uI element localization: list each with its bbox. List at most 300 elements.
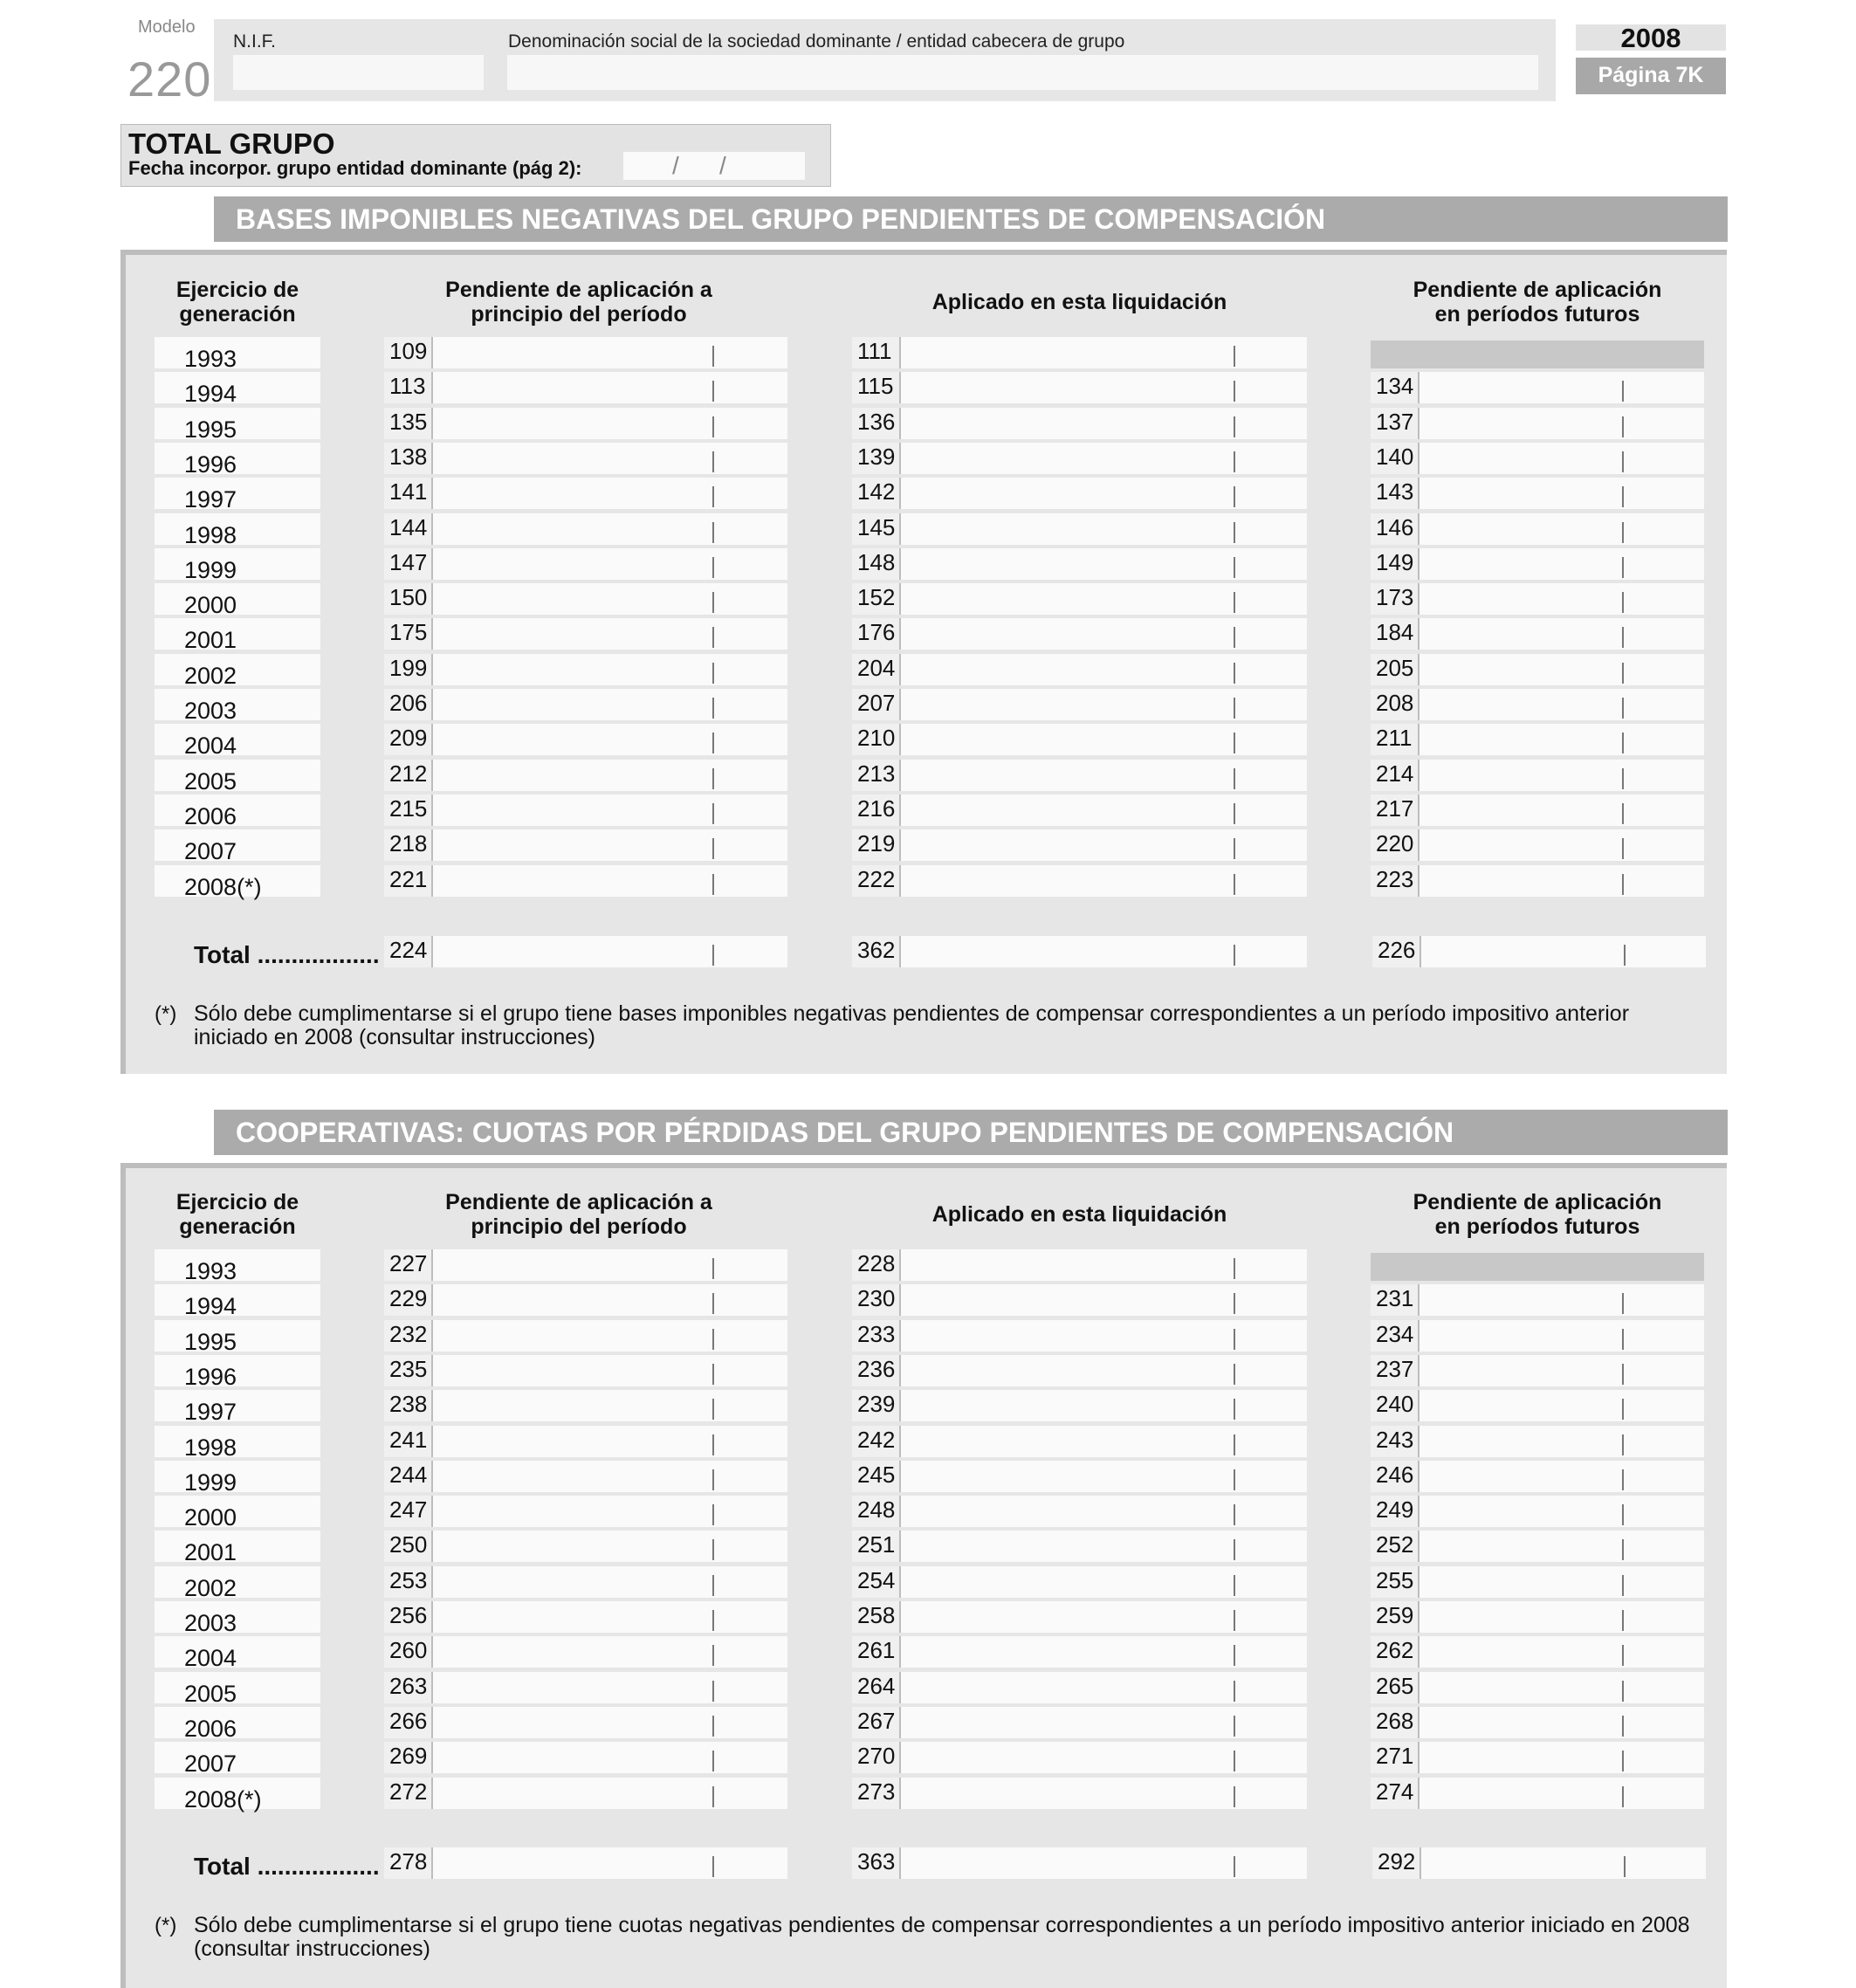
field-code: 218 [384, 829, 433, 861]
amount-field[interactable] [384, 1355, 787, 1388]
field-code: 226 [1372, 936, 1421, 967]
date-separator: / [672, 152, 679, 179]
amount-field[interactable] [1371, 865, 1704, 898]
field-code: 227 [384, 1249, 433, 1281]
field-code: 207 [852, 689, 901, 720]
amount-field[interactable] [852, 1496, 1307, 1529]
decimal-separator-mark [712, 1504, 714, 1525]
amount-field[interactable] [1371, 372, 1704, 405]
year-cell: 1993 [155, 337, 320, 370]
amount-field[interactable] [852, 1531, 1307, 1564]
amount-field[interactable] [1371, 443, 1704, 476]
decimal-separator-mark [712, 1469, 714, 1490]
decimal-separator-mark [712, 663, 714, 684]
amount-field[interactable] [1371, 1601, 1704, 1634]
decimal-separator-mark [712, 557, 714, 578]
col-header-line: generación [179, 1214, 296, 1239]
note-text: Sólo debe cumplimentarse si el grupo tiene bases imponibles negativas pendientes de compensar correspondientes a un período impositivo anterior iniciado en 2008 (consultar instrucciones) [194, 1001, 1630, 1049]
decimal-separator-mark [1622, 1645, 1624, 1666]
amount-field[interactable] [852, 1284, 1307, 1317]
field-code: 266 [384, 1707, 433, 1738]
amount-field[interactable] [852, 760, 1307, 793]
year-cell: 2002 [155, 1566, 320, 1599]
field-code: 261 [852, 1636, 901, 1668]
amount-field[interactable] [852, 443, 1307, 476]
col-header-line: Pendiente de aplicación a [445, 278, 712, 302]
year-cell: 1999 [155, 1461, 320, 1494]
amount-field[interactable] [384, 795, 787, 828]
decimal-separator-mark [1622, 1399, 1624, 1420]
field-code: 278 [384, 1847, 433, 1879]
amount-field[interactable] [1371, 1496, 1704, 1529]
amount-field[interactable] [384, 865, 787, 898]
amount-field[interactable] [1371, 1531, 1704, 1564]
decimal-separator-mark [1622, 1610, 1624, 1631]
total-amount-field[interactable] [1372, 936, 1706, 969]
field-code: 148 [852, 548, 901, 580]
field-code: 249 [1371, 1496, 1419, 1527]
year-cell: 2006 [155, 1707, 320, 1740]
year-cell: 1997 [155, 478, 320, 511]
decimal-separator-mark [1234, 346, 1235, 367]
decimal-separator-mark [1622, 874, 1624, 895]
field-code: 176 [852, 618, 901, 650]
amount-field[interactable] [1371, 795, 1704, 828]
decimal-separator-mark [1622, 381, 1624, 402]
amount-field[interactable] [384, 583, 787, 616]
decimal-separator-mark [1234, 1610, 1235, 1631]
decimal-separator-mark [1234, 627, 1235, 648]
field-code: 231 [1371, 1284, 1419, 1316]
total-amount-field[interactable] [384, 1847, 787, 1881]
field-code: 205 [1371, 654, 1419, 685]
amount-field[interactable] [852, 1249, 1307, 1283]
total-amount-field[interactable] [1372, 1847, 1706, 1881]
decimal-separator-mark [712, 874, 714, 895]
decimal-separator-mark [1234, 486, 1235, 507]
amount-field[interactable] [384, 548, 787, 581]
decimal-separator-mark [712, 1539, 714, 1560]
field-code: 216 [852, 795, 901, 826]
field-code: 145 [852, 513, 901, 545]
amount-field[interactable] [852, 689, 1307, 722]
decimal-separator-mark [1624, 1856, 1626, 1877]
amount-field[interactable] [1371, 583, 1704, 616]
amount-field[interactable] [384, 1249, 787, 1283]
decimal-separator-mark [1622, 1469, 1624, 1490]
decimal-separator-mark [712, 1786, 714, 1807]
amount-field[interactable] [852, 1672, 1307, 1705]
decimal-separator-mark [1622, 522, 1624, 543]
year-cell: 2006 [155, 795, 320, 828]
field-code: 270 [852, 1742, 901, 1773]
decimal-separator-mark [1234, 1575, 1235, 1596]
page-label: Página 7K [1598, 63, 1704, 87]
decimal-separator-mark [712, 1856, 714, 1877]
decimal-separator-mark [1622, 663, 1624, 684]
field-code: 274 [1371, 1778, 1419, 1809]
disabled-cell [1371, 341, 1704, 370]
field-code: 268 [1371, 1707, 1419, 1738]
decimal-separator-mark [712, 945, 714, 966]
amount-field[interactable] [1371, 654, 1704, 687]
decimal-separator-mark [1622, 557, 1624, 578]
amount-field[interactable] [384, 1601, 787, 1634]
col-header-line: principio del período [471, 1214, 687, 1239]
decimal-separator-mark [712, 1716, 714, 1737]
date-separator: / [719, 152, 726, 179]
field-code: 230 [852, 1284, 901, 1316]
amount-field[interactable] [1371, 689, 1704, 722]
decimal-separator-mark [712, 416, 714, 437]
field-code: 143 [1371, 478, 1419, 509]
decimal-separator-mark [1622, 627, 1624, 648]
amount-field[interactable] [384, 1320, 787, 1353]
field-code: 138 [384, 443, 433, 474]
decimal-separator-mark [1622, 1364, 1624, 1385]
decimal-separator-mark [712, 838, 714, 859]
amount-field[interactable] [384, 689, 787, 722]
decimal-separator-mark [1622, 803, 1624, 824]
decimal-separator-mark [712, 1293, 714, 1314]
amount-field[interactable] [852, 654, 1307, 687]
decimal-separator-mark [1234, 698, 1235, 719]
amount-field[interactable] [1371, 1672, 1704, 1705]
amount-field[interactable] [1371, 1778, 1704, 1811]
amount-field[interactable] [384, 1531, 787, 1564]
amount-field[interactable] [1371, 1426, 1704, 1459]
col-header-ejercicio [155, 1190, 320, 1239]
decimal-separator-mark [1622, 1786, 1624, 1807]
section-title: BASES IMPONIBLES NEGATIVAS DEL GRUPO PENDIENTES DE COMPENSACIÓN [236, 203, 1326, 235]
year-cell: 2004 [155, 724, 320, 757]
field-code: 220 [1371, 829, 1419, 861]
decimal-separator-mark [1234, 1469, 1235, 1490]
decimal-separator-mark [1234, 1434, 1235, 1455]
amount-field[interactable] [1371, 1390, 1704, 1423]
field-code: 234 [1371, 1320, 1419, 1352]
field-code: 239 [852, 1390, 901, 1421]
year-cell: 1997 [155, 1390, 320, 1423]
field-code: 137 [1371, 408, 1419, 439]
amount-field[interactable] [852, 1742, 1307, 1775]
amount-field[interactable] [852, 1601, 1307, 1634]
field-code: 139 [852, 443, 901, 474]
amount-field[interactable] [852, 795, 1307, 828]
year-cell: 1996 [155, 1355, 320, 1388]
year-cell: 2008(*) [155, 1778, 320, 1811]
fecha-incorporacion-label: Fecha incorpor. grupo entidad dominante (pág 2): [128, 157, 582, 179]
amount-field[interactable] [852, 513, 1307, 547]
amount-field[interactable] [384, 1390, 787, 1423]
amount-field[interactable] [852, 478, 1307, 511]
decimal-separator-mark [1234, 1504, 1235, 1525]
amount-field[interactable] [384, 513, 787, 547]
decimal-separator-mark [712, 1575, 714, 1596]
col-header-pendiente-principio [384, 278, 773, 327]
nif-label: N.I.F. [233, 31, 277, 52]
field-code: 238 [384, 1390, 433, 1421]
amount-field[interactable] [384, 1426, 787, 1459]
total-amount-field[interactable] [852, 1847, 1307, 1881]
field-code: 245 [852, 1461, 901, 1492]
decimal-separator-mark [1622, 1504, 1624, 1525]
field-code: 149 [1371, 548, 1419, 580]
col-header-line: Ejercicio de [175, 278, 299, 302]
field-code: 259 [1371, 1601, 1419, 1633]
field-code: 263 [384, 1672, 433, 1703]
col-header-pendiente-futuros [1371, 1190, 1704, 1239]
field-code: 240 [1371, 1390, 1419, 1421]
amount-field[interactable] [384, 1566, 787, 1599]
amount-field[interactable] [1371, 1566, 1704, 1599]
amount-field[interactable] [1371, 1707, 1704, 1740]
field-code: 256 [384, 1601, 433, 1633]
amount-field[interactable] [852, 1461, 1307, 1494]
amount-field[interactable] [384, 1461, 787, 1494]
decimal-separator-mark [1622, 1539, 1624, 1560]
field-code: 136 [852, 408, 901, 439]
total-amount-field[interactable] [384, 936, 787, 969]
year-cell: 1993 [155, 1249, 320, 1283]
decimal-separator-mark [712, 486, 714, 507]
amount-field[interactable] [1371, 408, 1704, 441]
decimal-separator-mark [712, 1258, 714, 1279]
amount-field[interactable] [1371, 760, 1704, 793]
amount-field[interactable] [852, 724, 1307, 757]
year-cell: 2008(*) [155, 865, 320, 898]
amount-field[interactable] [852, 372, 1307, 405]
field-code: 111 [852, 337, 901, 368]
year-cell: 2005 [155, 760, 320, 793]
field-code: 248 [852, 1496, 901, 1527]
fecha-incorporacion-field[interactable] [623, 152, 805, 180]
decimal-separator-mark [1234, 522, 1235, 543]
field-code: 255 [1371, 1566, 1419, 1598]
decimal-separator-mark [1622, 1329, 1624, 1350]
field-code: 267 [852, 1707, 901, 1738]
amount-field[interactable] [852, 1636, 1307, 1669]
field-code: 251 [852, 1531, 901, 1562]
decimal-separator-mark [1234, 1716, 1235, 1737]
field-code: 269 [384, 1742, 433, 1773]
decimal-separator-mark [1624, 945, 1626, 966]
col-header-line: principio del período [471, 302, 687, 327]
amount-field[interactable] [852, 1707, 1307, 1740]
field-code: 184 [1371, 618, 1419, 650]
decimal-separator-mark [712, 1364, 714, 1385]
year-cell: 1999 [155, 548, 320, 581]
amount-field[interactable] [852, 583, 1307, 616]
amount-field[interactable] [384, 829, 787, 863]
denominacion-field[interactable] [507, 55, 1538, 90]
decimal-separator-mark [1234, 1856, 1235, 1877]
field-code: 229 [384, 1284, 433, 1316]
decimal-separator-mark [1234, 945, 1235, 966]
decimal-separator-mark [1234, 592, 1235, 613]
decimal-separator-mark [712, 346, 714, 367]
amount-field[interactable] [384, 760, 787, 793]
amount-field[interactable] [852, 1566, 1307, 1599]
field-code: 173 [1371, 583, 1419, 615]
amount-field[interactable] [1371, 1284, 1704, 1317]
amount-field[interactable] [1371, 513, 1704, 547]
field-code: 242 [852, 1426, 901, 1457]
year-cell: 1998 [155, 1426, 320, 1459]
year-cell: 1995 [155, 1320, 320, 1353]
amount-field[interactable] [852, 408, 1307, 441]
amount-field[interactable] [1371, 548, 1704, 581]
note-marker: (*) [155, 1002, 177, 1026]
decimal-separator-mark [712, 1434, 714, 1455]
amount-field[interactable] [384, 372, 787, 405]
year-cell: 2002 [155, 654, 320, 687]
decimal-separator-mark [1234, 733, 1235, 753]
amount-field[interactable] [852, 1426, 1307, 1459]
field-code: 209 [384, 724, 433, 755]
field-code: 237 [1371, 1355, 1419, 1386]
decimal-separator-mark [1622, 416, 1624, 437]
col-header-line: Pendiente de aplicación [1413, 1190, 1662, 1214]
decimal-separator-mark [712, 1751, 714, 1771]
field-code: 214 [1371, 760, 1419, 791]
decimal-separator-mark [712, 522, 714, 543]
amount-field[interactable] [852, 618, 1307, 651]
field-code: 212 [384, 760, 433, 791]
amount-field[interactable] [1371, 1742, 1704, 1775]
amount-field[interactable] [1371, 724, 1704, 757]
field-code: 250 [384, 1531, 433, 1562]
field-code: 246 [1371, 1461, 1419, 1492]
field-code: 115 [852, 372, 901, 403]
decimal-separator-mark [1234, 1645, 1235, 1666]
field-code: 265 [1371, 1672, 1419, 1703]
field-code: 223 [1371, 865, 1419, 897]
decimal-separator-mark [1234, 557, 1235, 578]
section-title: COOPERATIVAS: CUOTAS POR PÉRDIDAS DEL GRUPO PENDIENTES DE COMPENSACIÓN [236, 1117, 1454, 1148]
amount-field[interactable] [1371, 1355, 1704, 1388]
decimal-separator-mark [1622, 592, 1624, 613]
field-code: 273 [852, 1778, 901, 1809]
field-code: 258 [852, 1601, 901, 1633]
note-text: Sólo debe cumplimentarse si el grupo tiene cuotas negativas pendientes de compensar correspondientes a un período impositivo anterior iniciado en 2008 (consultar instrucciones) [194, 1913, 1690, 1961]
decimal-separator-mark [1234, 1364, 1235, 1385]
amount-field[interactable] [852, 1778, 1307, 1811]
amount-field[interactable] [384, 408, 787, 441]
decimal-separator-mark [712, 1681, 714, 1702]
amount-field[interactable] [852, 548, 1307, 581]
field-code: 208 [1371, 689, 1419, 720]
field-code: 235 [384, 1355, 433, 1386]
amount-field[interactable] [852, 1320, 1307, 1353]
decimal-separator-mark [1234, 1751, 1235, 1771]
amount-field[interactable] [384, 1284, 787, 1317]
total-amount-field[interactable] [852, 936, 1307, 969]
field-code: 253 [384, 1566, 433, 1598]
amount-field[interactable] [1371, 1461, 1704, 1494]
decimal-separator-mark [1622, 768, 1624, 789]
amount-field[interactable] [384, 1636, 787, 1669]
amount-field[interactable] [384, 654, 787, 687]
total-label: Total .................. [194, 1853, 380, 1880]
decimal-separator-mark [712, 1610, 714, 1631]
amount-field[interactable] [852, 1390, 1307, 1423]
amount-field[interactable] [384, 1496, 787, 1529]
decimal-separator-mark [1234, 381, 1235, 402]
amount-field[interactable] [852, 865, 1307, 898]
year-cell: 1994 [155, 372, 320, 405]
amount-field[interactable] [384, 724, 787, 757]
amount-field[interactable] [1371, 478, 1704, 511]
decimal-separator-mark [1622, 1681, 1624, 1702]
field-code: 135 [384, 408, 433, 439]
field-code: 109 [384, 337, 433, 368]
amount-field[interactable] [1371, 829, 1704, 863]
amount-field[interactable] [384, 337, 787, 370]
col-header-pendiente-principio [384, 1190, 773, 1239]
decimal-separator-mark [1234, 1329, 1235, 1350]
amount-field[interactable] [1371, 1320, 1704, 1353]
amount-field[interactable] [384, 1778, 787, 1811]
decimal-separator-mark [1622, 1751, 1624, 1771]
amount-field[interactable] [852, 1355, 1307, 1388]
field-code: 247 [384, 1496, 433, 1527]
decimal-separator-mark [712, 733, 714, 753]
decimal-separator-mark [1622, 1293, 1624, 1314]
field-code: 241 [384, 1426, 433, 1457]
amount-field[interactable] [384, 478, 787, 511]
denominacion-label: Denominación social de la sociedad dominante / entidad cabecera de grupo [508, 31, 1125, 52]
amount-field[interactable] [852, 829, 1307, 863]
field-code: 363 [852, 1847, 901, 1879]
amount-field[interactable] [1371, 1636, 1704, 1669]
amount-field[interactable] [384, 1672, 787, 1705]
field-code: 134 [1371, 372, 1419, 403]
field-code: 232 [384, 1320, 433, 1352]
amount-field[interactable] [1371, 618, 1704, 651]
col-header-line: Pendiente de aplicación a [445, 1190, 712, 1214]
decimal-separator-mark [712, 451, 714, 472]
field-code: 113 [384, 372, 433, 403]
decimal-separator-mark [1622, 486, 1624, 507]
year-cell: 1995 [155, 408, 320, 441]
col-header-line: en períodos futuros [1434, 302, 1640, 327]
amount-field[interactable] [384, 1742, 787, 1775]
field-code: 206 [384, 689, 433, 720]
field-code: 142 [852, 478, 901, 509]
decimal-separator-mark [1234, 803, 1235, 824]
col-header-line: generación [179, 302, 296, 327]
decimal-separator-mark [1622, 838, 1624, 859]
amount-field[interactable] [852, 337, 1307, 370]
amount-field[interactable] [384, 443, 787, 476]
field-code: 244 [384, 1461, 433, 1492]
amount-field[interactable] [384, 1707, 787, 1740]
year-cell: 2007 [155, 1742, 320, 1775]
field-code: 219 [852, 829, 901, 861]
field-code: 243 [1371, 1426, 1419, 1457]
field-code: 271 [1371, 1742, 1419, 1773]
decimal-separator-mark [1234, 874, 1235, 895]
field-code: 362 [852, 936, 901, 967]
decimal-separator-mark [712, 381, 714, 402]
decimal-separator-mark [1234, 1399, 1235, 1420]
nif-field[interactable] [233, 55, 484, 90]
decimal-separator-mark [1622, 1434, 1624, 1455]
col-header-line: en períodos futuros [1434, 1214, 1640, 1239]
amount-field[interactable] [384, 618, 787, 651]
field-code: 254 [852, 1566, 901, 1598]
